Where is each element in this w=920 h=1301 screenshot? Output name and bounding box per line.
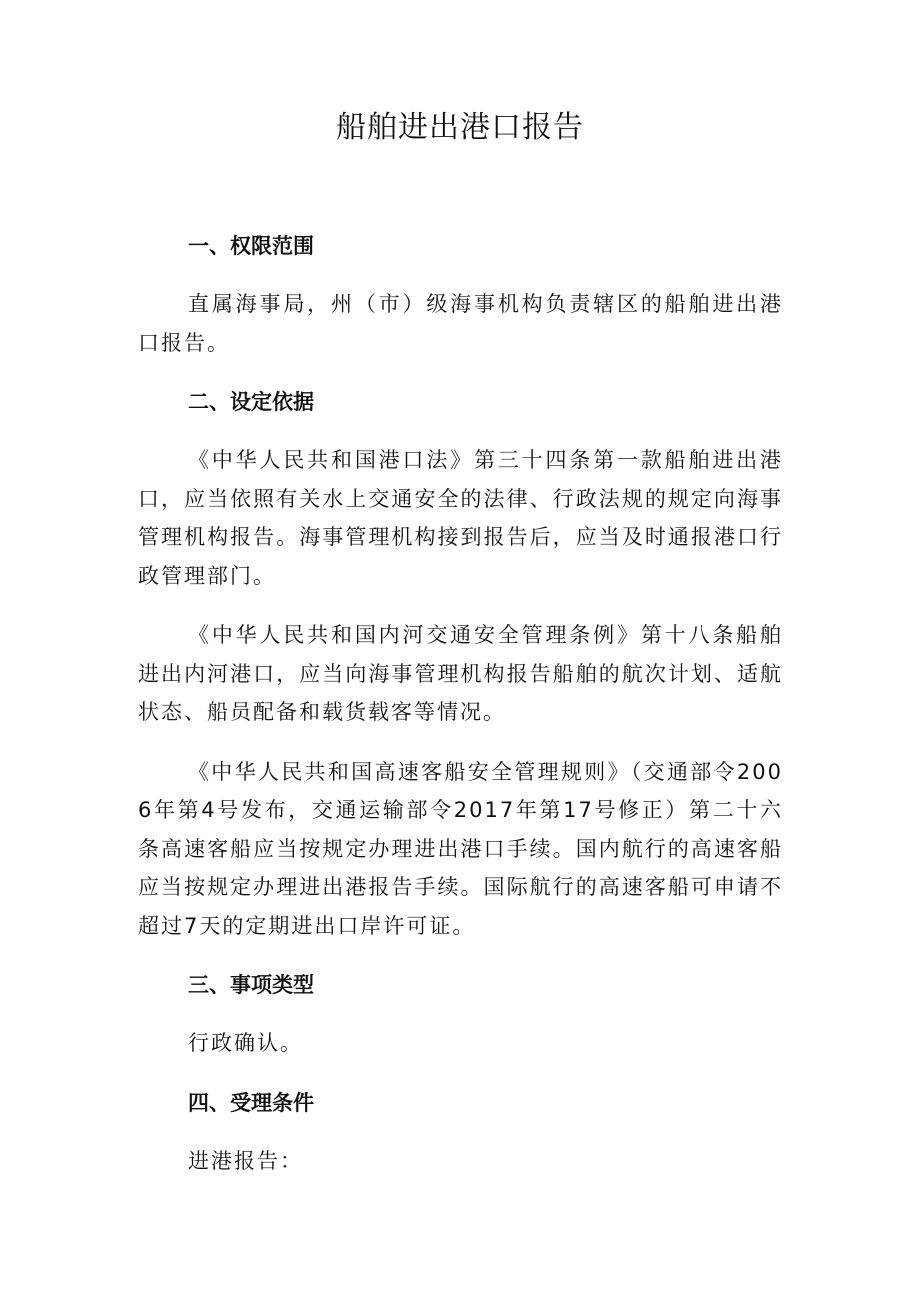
- body-paragraph: 进港报告：: [188, 1148, 303, 1173]
- body-paragraph: 《中华人民共和国内河交通安全管理条例》第十八条船舶进出内河港口，应当向海事管理机构报告船舶的航次计划、适航状态、船员配备和载货载客等情况。: [138, 623, 783, 724]
- section-authority-scope: [138, 228, 783, 362]
- section-acceptance-conditions: [138, 1085, 783, 1181]
- section-item-type: [138, 967, 783, 1063]
- document-title: 船舶进出港口报告: [336, 110, 584, 145]
- section-heading: 二、设定依据: [188, 390, 314, 414]
- section-heading: 三、事项类型: [188, 973, 314, 997]
- body-paragraph: 《中华人民共和国高速客船安全管理规则》（交通部令2006年第4号发布，交通运输部令2017年第17号修正）第二十六条高速客船应当按规定办理进出港口手续。国内航行的高速客船应当按规定办理进出港报告手续。国际航行的高速客船可申请不超过7天的定期进出口岸许可证。: [138, 759, 783, 938]
- body-paragraph: 行政确认。: [188, 1031, 303, 1055]
- body-paragraph: 直属海事局，州（市）级海事机构负责辖区的船舶进出港口报告。: [138, 292, 783, 355]
- body-paragraph: 《中华人民共和国港口法》第三十四条第一款船舶进出港口，应当依照有关水上交通安全的法律、行政法规的规定向海事管理机构报告。海事管理机构接到报告后，应当及时通报港口行政管理部门。: [138, 448, 783, 588]
- section-legal-basis: [138, 384, 783, 945]
- section-heading: 四、受理条件: [188, 1090, 314, 1115]
- section-heading: 一、权限范围: [188, 234, 314, 258]
- document-body: [138, 228, 783, 1180]
